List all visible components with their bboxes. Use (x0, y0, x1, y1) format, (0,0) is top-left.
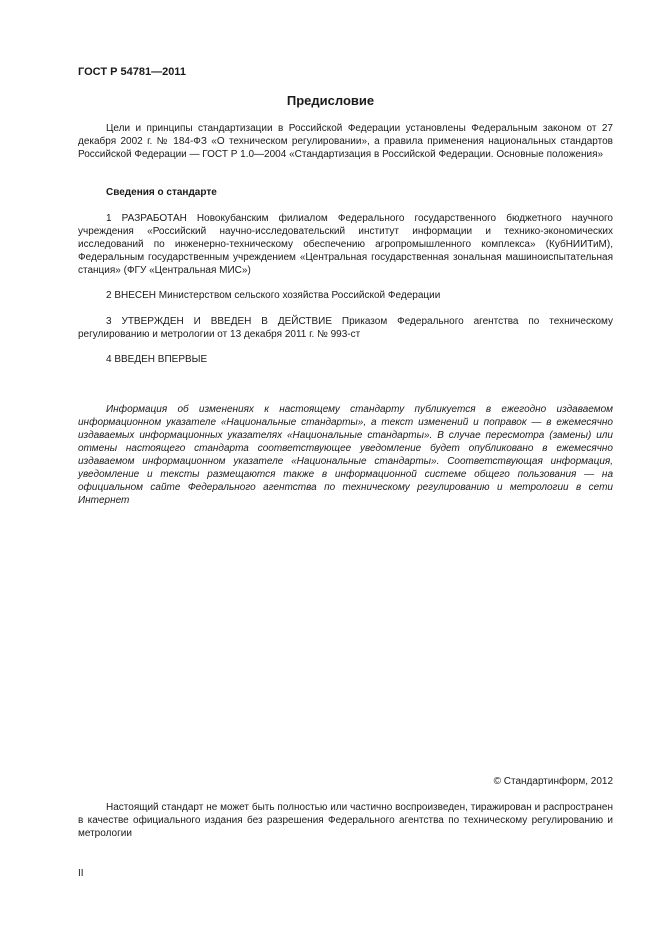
page-title: Предисловие (286, 93, 375, 108)
standard-info-heading: Сведения о стандарте (106, 187, 217, 198)
copyright-line: © Стандартинформ, 2012 (493, 776, 613, 787)
page-number: II (78, 868, 84, 879)
standard-info-item-developed: 1 РАЗРАБОТАН Новокубанским филиалом Федерального государственного бюджетного научного учреждения «Российский научно-исследовательский институт информации и технико-экономических исследований по инженерно-техническому обеспечению агропромышленного комплекса» (КубНИИТиМ), Федеральным государственным учреждением «Центральная государственная зональная машиноиспытательная станция» (ФГУ «Центральная МИС») (78, 213, 613, 276)
standard-info-item-approved: 3 УТВЕРЖДЕН И ВВЕДЕН В ДЕЙСТВИЕ Приказом Федерального агентства по техническому регулированию и метрологии от 13 декабря 2011 г. № 993-ст (78, 316, 613, 340)
reproduction-notice: Настоящий стандарт не может быть полностью или частично воспроизведен, тиражирован и распространен в качестве официального издания без разрешения Федерального агентства по техническому регулированию и метрологии (78, 802, 613, 839)
standard-info-item-introduced: 4 ВВЕДЕН ВПЕРВЫЕ (106, 354, 208, 365)
intro-paragraph: Цели и принципы стандартизации в Российской Федерации установлены Федеральным законом от 27 декабря 2002 г. № 184-ФЗ «О техническом регулировании», а правила применения национальных стандартов Российской Федерации — ГОСТ Р 1.0—2004 «Стандартизация в Российской Федерации. Основные положения» (78, 123, 613, 160)
changes-info-paragraph: Информация об изменениях к настоящему стандарту публикуется в ежегодно издаваемом информационном указателе «Национальные стандарты», а текст изменений и поправок — в ежемесячно издаваемых информационных указателях «Национальные стандарты». В случае пересмотра (замены) или отмены настоящего стандарта соответствующее уведомление будет опубликовано в ежемесячно издаваемом информационном указателе «Национальные стандарты». Соответствующая информация, уведомление и тексты размещаются также в информационной системе общего пользования — на официальном сайте Федерального агентства по техническому регулированию и метрологии в сети Интернет (78, 404, 613, 506)
standard-info-item-submitted: 2 ВНЕСЕН Министерством сельского хозяйства Российской Федерации (106, 290, 441, 301)
document-code: ГОСТ Р 54781—2011 (78, 66, 186, 78)
